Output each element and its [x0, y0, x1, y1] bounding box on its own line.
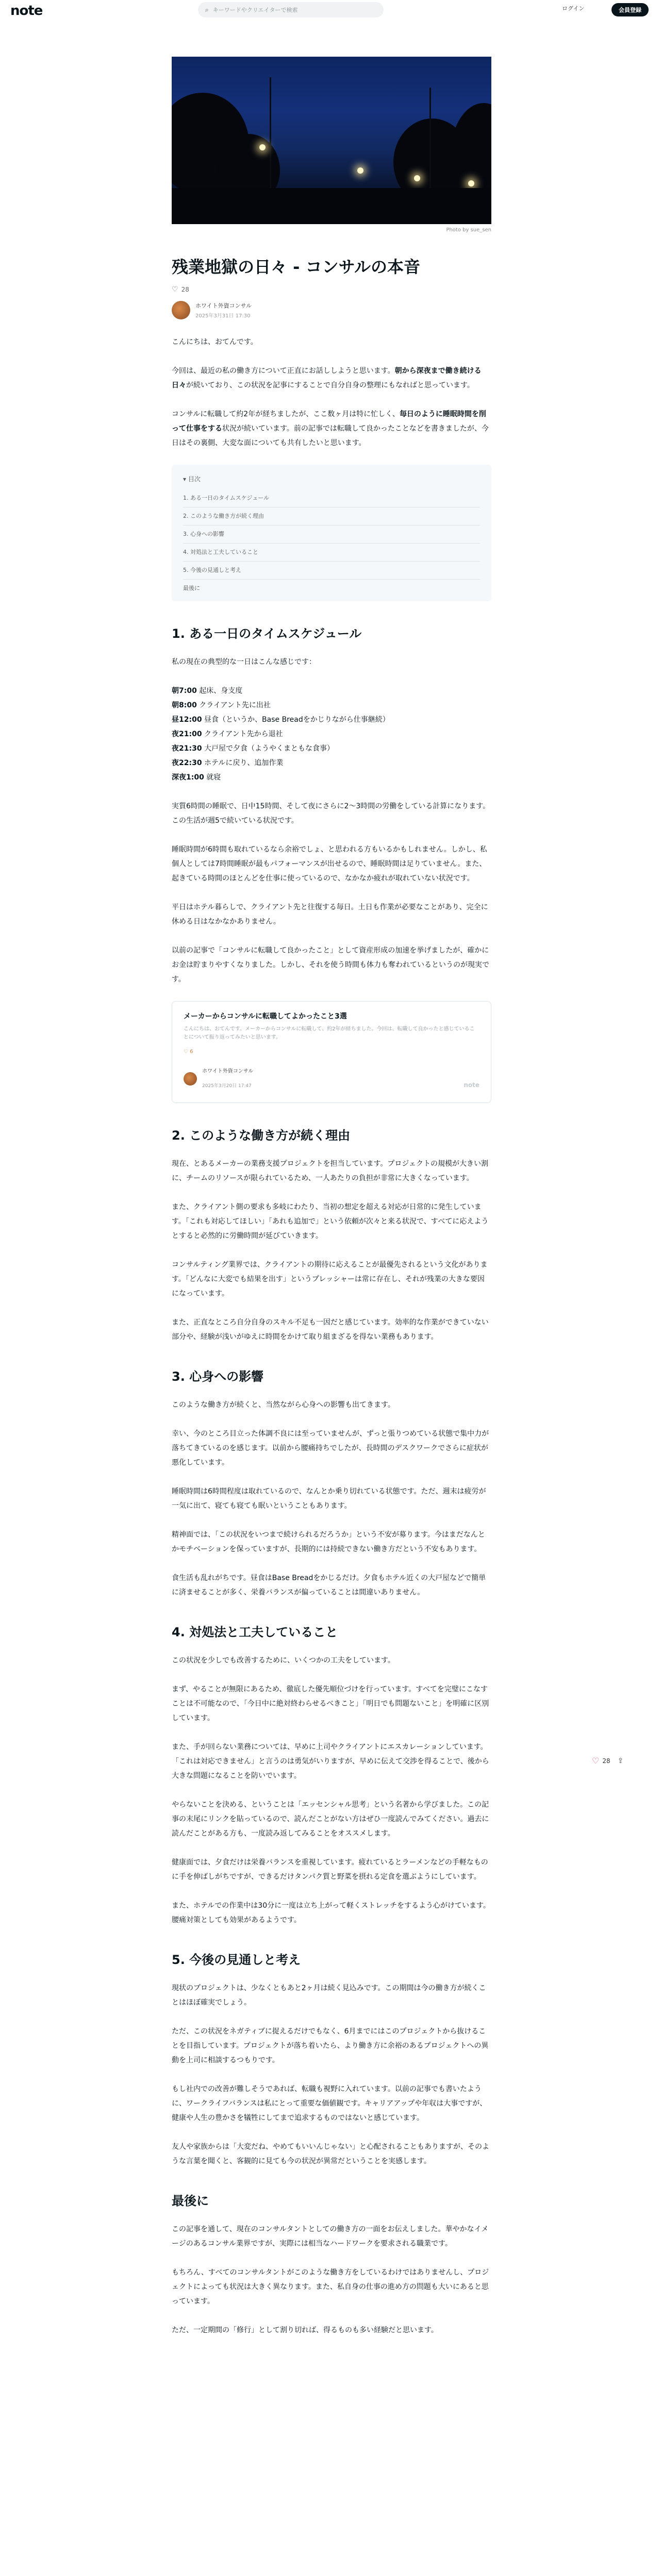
- schedule-item: 夜22:30 ホテルに戻り、追加作業: [172, 759, 284, 767]
- paragraph: 幸い、今のところ目立った体調不良には至っていませんが、ずっと張りつめている状態で集中力が落ちてきているのを感じます。以前から腰痛持ちでしたが、長時間のデスクワークでさらに症状が悪化しています。: [172, 1430, 489, 1467]
- search-icon: ⌕: [205, 6, 209, 13]
- photo-credit[interactable]: Photo by sue_sen: [446, 227, 491, 233]
- note-logo[interactable]: note: [10, 3, 43, 19]
- paragraph: この状況を少しでも改善するために、いくつかの工夫をしています。: [172, 1656, 395, 1665]
- section-heading: 3. 心身への影響: [172, 1369, 264, 1384]
- toc-item[interactable]: 2. このような働き方が続く理由: [183, 507, 480, 526]
- intro-paragraph: 今回は、最近の私の働き方について正直にお話ししようと思います。朝から深夜まで働き続ける日々が続いており、この状況を記事にすることで自分自身の整理にもなればと思っています。: [172, 367, 482, 389]
- paragraph: 精神面では、「この状況をいつまで続けられるだろうか」という不安が募ります。今はまだなんとかモチベーションを保っていますが、長期的には持続できない働き方だという不安もあります。: [172, 1531, 485, 1553]
- avatar: [184, 1072, 197, 1086]
- paragraph: 平日はホテル暮らしで、クライアント先と往復する毎日。土日も作業が必要なことがあり、完全に休める日はなかなかありません。: [172, 903, 488, 926]
- embed-title[interactable]: メーカーからコンサルに転職してよかったこと3選: [184, 1012, 347, 1021]
- paragraph: この記事を通して、現在のコンサルタントとしての働き方の一面をお伝えしました。華やかなイメージのあるコンサル業界ですが、実際には相当なハードワークを要求される職業です。: [172, 2225, 489, 2248]
- paragraph: 睡眠時間は6時間程度は取れているので、なんとか乗り切れている状態です。ただ、週末は疲労が一気に出て、寝ても寝ても眠いということもあります。: [172, 1487, 486, 1510]
- paragraph: もし社内での改善が難しそうであれば、転職も視野に入れています。以前の記事でも書いたように、ワークライフバランスは私にとって重要な価値観です。キャリアアップや年収は大事ですが、健康や人生の豊かさを犠牲にしてまで追求するものではないと感じています。: [172, 2085, 487, 2122]
- like-counter[interactable]: [172, 285, 491, 294]
- embed-date: 2025年3月20日 17:47: [202, 1083, 252, 1089]
- author-name[interactable]: ホワイト外資コンサル: [195, 302, 252, 309]
- section-heading: 4. 対処法と工夫していること: [172, 1625, 338, 1639]
- embedded-article-card[interactable]: [172, 1001, 491, 1103]
- article-body: [172, 335, 491, 2337]
- schedule-item: 深夜1:00 就寝: [172, 773, 221, 782]
- paragraph: 私の現在の典型的な一日はこんな感じです：: [172, 658, 316, 666]
- search-placeholder: キーワードやクリエイターで検索: [212, 7, 298, 13]
- paragraph: 睡眠時間が6時間も取れているなら余裕でしょ、と思われる方もいるかもしれません。しかし、私個人としては7時間睡眠が最もパフォーマンスが出せるので、睡眠時間は足りていません。また、起きている時間のほとんどを仕事に使っているので、なかなか疲れが取れていない状況です。: [172, 845, 487, 883]
- heart-icon[interactable]: ♡: [172, 285, 178, 294]
- paragraph: また、クライアント側の要求も多岐にわたり、当初の想定を超える対応が日常的に発生しています。「これも対応してほしい」「あれも追加で」という依頼が次々と来る状況で、すべてに応えようとすると必然的に労働時間が延びていきます。: [172, 1203, 489, 1240]
- toc-item[interactable]: 3. 心身への影響: [183, 526, 480, 544]
- signup-button[interactable]: 会員登録: [611, 3, 649, 16]
- floating-action-bar: [592, 1756, 623, 1766]
- paragraph: 友人や家族からは「大変だね、やめてもいいんじゃない」と心配されることもありますが、そのような言葉を聞くと、客観的に見ても今の状況が異常だということを実感します。: [172, 2143, 489, 2165]
- schedule-item: 朝7:00 起床、身支度: [172, 687, 243, 695]
- intro-paragraph: こんにちは、おてんです。: [172, 338, 258, 346]
- section-heading: 1. ある一日のタイムスケジュール: [172, 626, 362, 641]
- embed-author-name: ホワイト外資コンサル: [202, 1069, 254, 1074]
- toc-item[interactable]: 5. 今後の見通しと考え: [183, 562, 480, 580]
- paragraph: ただ、一定期間の「修行」として割り切れば、得るものも多い経験だと思います。: [172, 2326, 438, 2334]
- toc-item[interactable]: 最後に: [183, 585, 200, 591]
- toc-item[interactable]: 1. ある一日のタイムスケジュール: [183, 489, 480, 507]
- article: [172, 57, 491, 2352]
- paragraph: 食生活も乱れがちです。昼食はBase Breadをかじるだけ。夕食もホテル近くの大戸屋などで簡単に済ませることが多く、栄養バランスが偏っていることは間違いありません。: [172, 1574, 486, 1597]
- login-link[interactable]: ログイン: [562, 5, 585, 12]
- paragraph: また、ホテルでの作業中は30分に一度は立ち上がって軽くストレッチをするよう心がけています。腰痛対策としても効果があるようです。: [172, 1902, 490, 1924]
- paragraph: やらないことを決める、ということは「エッセンシャル思考」という名著から学びました。この記事の末尾にリンクを貼っているので、読んだことがない方はぜひ一度読んでみてください。過去に読んだことがある方も、一度読み返してみることをオススメします。: [172, 1801, 489, 1838]
- paragraph: 健康面では、夕食だけは栄養バランスを重視しています。疲れているとラーメンなどの手軽なものに手を伸ばしがちですが、できるだけタンパク質と野菜を摂れる定食を選ぶようにしています。: [172, 1858, 488, 1881]
- paragraph: このような働き方が続くと、当然ながら心身への影響も出てきます。: [172, 1401, 395, 1409]
- section-heading: 5. 今後の見通しと考え: [172, 1953, 301, 1967]
- avatar[interactable]: [172, 301, 190, 319]
- hero-image: [172, 57, 491, 224]
- embed-brand-logo: note: [464, 1081, 479, 1089]
- embed-author: [184, 1064, 479, 1093]
- heart-icon[interactable]: ♡: [592, 1756, 600, 1766]
- schedule-item: 夜21:30 大戸屋で夕食（ようやくまともな食事）: [172, 744, 335, 753]
- schedule-item: 昼12:00 昼食（というか、Base Breadをかじりながら仕事継続）: [172, 716, 390, 724]
- paragraph: 現状のプロジェクトは、少なくともあと2ヶ月は続く見込みです。この期間は今の働き方が続くことはほぼ確実でしょう。: [172, 1984, 486, 2007]
- embed-likes: ♡ 6: [184, 1049, 193, 1055]
- intro-paragraph: コンサルに転職して約2年が経ちましたが、ここ数ヶ月は特に忙しく、毎日のように睡眠時間を削って仕事をする状況が続いています。前の記事では転職して良かったことなどを書きましたが、今日はその裏側、大変な面についても共有したいと思います。: [172, 410, 489, 447]
- site-header: [0, 0, 662, 21]
- floating-like-count: 28: [602, 1757, 610, 1765]
- paragraph: コンサルティング業界では、クライアントの期待に応えることが最優先されるという文化があります。「どんなに大変でも結果を出す」というプレッシャーは常に存在し、それが残業の大きな要因になっています。: [172, 1261, 488, 1298]
- schedule-list: [172, 684, 491, 785]
- paragraph: 現在、とあるメーカーの業務支援プロジェクトを担当しています。プロジェクトの規模が大きい割に、チームのリソースが限られているため、一人あたりの負担が非常に大きくなっています。: [172, 1160, 489, 1182]
- paragraph: また、手が回らない業務については、早めに上司やクライアントにエスカレーションしています。「これは対応できません」と言うのは勇気がいりますが、早めに伝えて交渉を得ることで、後から大きな問題になることを防いでいます。: [172, 1743, 489, 1780]
- section-heading: 2. このような働き方が続く理由: [172, 1128, 351, 1143]
- author-block[interactable]: [172, 301, 491, 319]
- search-input[interactable]: [198, 2, 384, 18]
- paragraph: また、正直なところ自分自身のスキル不足も一因だと感じています。効率的な作業ができていない部分や、経験が浅いがゆえに時間をかけて取り組まざるを得ない業務もあります。: [172, 1318, 489, 1341]
- article-title: 残業地獄の日々 - コンサルの本音: [172, 257, 420, 277]
- share-icon[interactable]: ⇪: [617, 1756, 624, 1765]
- paragraph: 実質6時間の睡眠で、日中15時間、そして夜にさらに2〜3時間の労働をしている計算になります。この生活が週5で続いている状況です。: [172, 802, 490, 825]
- like-count: 28: [181, 286, 189, 293]
- embed-description: こんにちは、おてんです。メーカーからコンサルに転職して、約2年が経ちました。今回は、転職して良かったと感じていることについて振り返ってみたいと思います。: [184, 1026, 475, 1040]
- paragraph: 以前の記事で「コンサルに転職して良かったこと」として資産形成の加速を挙げましたが、確かにお金は貯まりやすくなりました。しかし、それを使う時間も体力も奪われているというのが現実です。: [172, 946, 489, 984]
- publish-date: 2025年3月31日 17:30: [195, 313, 251, 319]
- schedule-item: 夜21:00 クライアント先から退社: [172, 730, 283, 738]
- toc-item[interactable]: 4. 対処法と工夫していること: [183, 544, 480, 562]
- paragraph: ただ、この状況をネガティブに捉えるだけでもなく、6月までにはこのプロジェクトから抜けることを目指しています。プロジェクトが落ち着いたら、より働き方に余裕のあるプロジェクトへの異動を上司に相談するつもりです。: [172, 2027, 489, 2064]
- section-heading: 最後に: [172, 2194, 209, 2208]
- paragraph: もちろん、すべてのコンサルタントがこのような働き方をしているわけではありませんし、プロジェクトによっても状況は大きく異なります。また、私自身の仕事の進め方の問題も大いにあると思っています。: [172, 2268, 489, 2306]
- table-of-contents: [172, 465, 491, 601]
- schedule-item: 朝8:00 クライアント先に出社: [172, 701, 271, 709]
- toc-heading[interactable]: ▾ 目次: [183, 476, 201, 483]
- paragraph: まず、やることが無限にあるため、徹底した優先順位づけを行っています。すべてを完璧にこなすことは不可能なので、「今日中に絶対終わらせるべきこと」「明日でも問題ないこと」を明確に区別しています。: [172, 1685, 489, 1722]
